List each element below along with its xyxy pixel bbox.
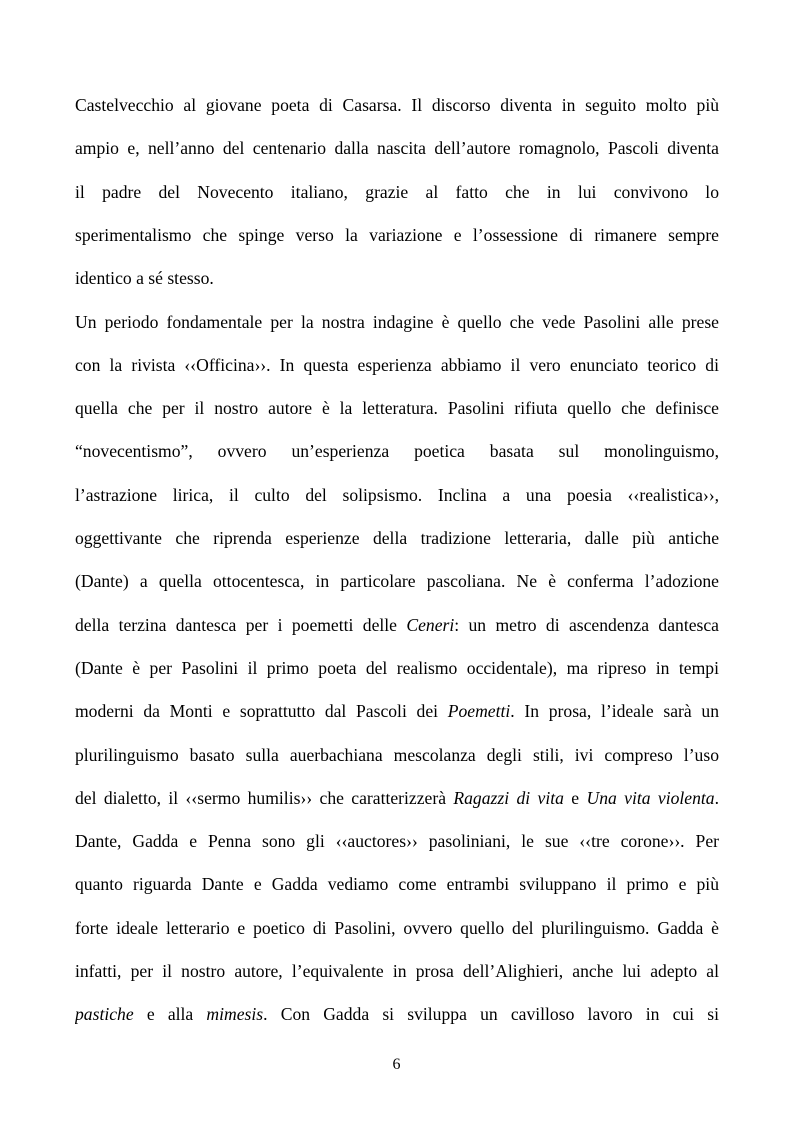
text-run: con la rivista ‹‹Officina››. In questa esperienza abbiamo il vero enunciato teorico di xyxy=(75,354,719,375)
italic-text: Ceneri xyxy=(406,614,455,635)
text-line xyxy=(75,265,719,291)
text-line xyxy=(75,698,719,724)
text-line xyxy=(75,612,719,638)
text-run: Dante, Gadda e Penna sono gli ‹‹auctores›› pasoliniani, le sue ‹‹tre corone››. Per xyxy=(75,831,719,852)
text-run: identico a sé stesso. xyxy=(75,268,214,289)
text-run: sperimentalismo che spinge verso la variazione e l’ossessione di rimanere sempre xyxy=(75,224,719,245)
italic-text: Una vita violenta xyxy=(586,787,715,808)
text-run: . Con Gadda si sviluppa un cavilloso lavoro in cui si xyxy=(263,1004,719,1025)
italic-text: pastiche xyxy=(75,1004,134,1025)
italic-text: Ragazzi di vita xyxy=(453,787,564,808)
text-line xyxy=(75,438,719,464)
text-run: quella che per il nostro autore è la letteratura. Pasolini rifiuta quello che definisce xyxy=(75,398,719,419)
text-line xyxy=(75,309,719,335)
text-run: il padre del Novecento italiano, grazie al fatto che in lui convivono lo xyxy=(75,181,719,202)
text-line xyxy=(75,135,719,161)
text-line xyxy=(75,179,719,205)
text-run: “novecentismo”, ovvero un’esperienza poetica basata sul monolinguismo, xyxy=(75,441,719,462)
text-line xyxy=(75,785,719,811)
text-run: Castelvecchio al giovane poeta di Casarsa. Il discorso diventa in seguito molto più xyxy=(75,95,719,115)
italic-text: mimesis xyxy=(206,1004,264,1025)
text-run: (Dante è per Pasolini il primo poeta del realismo occidentale), ma ripreso in tempi xyxy=(75,657,719,678)
text-line xyxy=(75,482,719,508)
text-run: l’astrazione lirica, il culto del solipsismo. Inclina a una poesia ‹‹realistica››, xyxy=(75,484,719,505)
text-run: della terzina dantesca per i poemetti delle xyxy=(75,614,407,635)
text-line xyxy=(75,742,719,768)
text-line xyxy=(75,915,719,941)
text-run: : un metro di ascendenza dantesca xyxy=(454,614,719,635)
text-line xyxy=(75,352,719,378)
text-run: forte ideale letterario e poetico di Pasolini, ovvero quello del plurilinguismo. Gadda è xyxy=(75,917,719,938)
text-run: Un periodo fondamentale per la nostra indagine è quello che vede Pasolini alle prese xyxy=(75,311,719,332)
text-run: oggettivante che riprenda esperienze della tradizione letteraria, dalle più antiche xyxy=(75,528,719,548)
text-run: . In prosa, l’ideale sarà un xyxy=(510,701,719,722)
text-run: e xyxy=(563,787,587,808)
text-line xyxy=(75,525,719,551)
text-run: e alla xyxy=(133,1004,207,1025)
page-number: 6 xyxy=(392,1056,401,1073)
text-run: del dialetto, il ‹‹sermo humilis›› che caratterizzerà xyxy=(75,787,454,808)
text-line xyxy=(75,395,719,421)
italic-text: Poemetti xyxy=(447,701,511,722)
text-line xyxy=(75,568,719,594)
text-line xyxy=(75,1001,719,1027)
text-line xyxy=(75,871,719,897)
text-run: (Dante) a quella ottocentesca, in particolare pascoliana. Ne è conferma l’adozione xyxy=(75,571,719,592)
text-run: . xyxy=(714,787,719,808)
text-run: plurilinguismo basato sulla auerbachiana mescolanza degli stili, ivi compreso l’uso xyxy=(75,744,719,765)
text-line xyxy=(75,655,719,681)
text-line xyxy=(75,828,719,854)
text-line xyxy=(75,222,719,248)
text-run: quanto riguarda Dante e Gadda vediamo come entrambi sviluppano il primo e più xyxy=(75,874,719,895)
text-run: infatti, per il nostro autore, l’equivalente in prosa dell’Alighieri, anche lui adepto al xyxy=(75,961,719,981)
text-line xyxy=(75,958,719,984)
text-run: moderni da Monti e soprattutto dal Pascoli dei xyxy=(75,701,448,722)
text-run: ampio e, nell’anno del centenario dalla nascita dell’autore romagnolo, Pascoli diventa xyxy=(75,138,719,159)
text-line xyxy=(75,92,719,118)
